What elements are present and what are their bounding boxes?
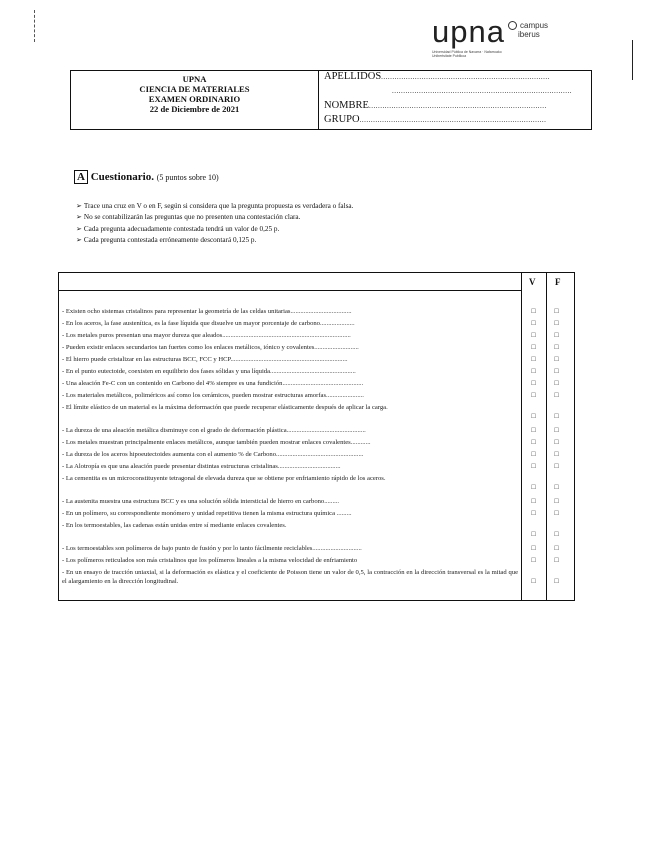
section-name: Cuestionario. <box>90 171 154 183</box>
question-text: - En un polímero, su correspondiente monómero y unidad repetitiva tienen la misma estructura química ......... <box>62 510 352 517</box>
answer-v-checkbox[interactable]: □ <box>531 355 536 363</box>
answer-v-checkbox[interactable]: □ <box>531 412 536 420</box>
answer-v-checkbox[interactable]: □ <box>531 530 536 538</box>
arrow-bullet-icon: ➢ <box>76 202 82 210</box>
answer-f-checkbox[interactable]: □ <box>554 544 559 552</box>
answer-f-checkbox[interactable]: □ <box>554 391 559 399</box>
question-text: - La dureza de los aceros hipoeutectoides aumenta con el aumento % de Carbono..................................................... <box>62 451 364 458</box>
apellidos-field[interactable]: APELLIDOS........................................................................... <box>324 71 550 82</box>
nombre-field[interactable]: NOMBRE............................................................................... <box>324 100 547 111</box>
answer-v-checkbox[interactable]: □ <box>531 379 536 387</box>
answer-v-checkbox[interactable]: □ <box>531 343 536 351</box>
question-text: - La dureza de una aleación metálica disminuye con el grado de deformación plástica................................................ <box>62 427 366 434</box>
course-name: CIENCIA DE MATERIALES <box>139 84 250 94</box>
answer-v-checkbox[interactable]: □ <box>531 331 536 339</box>
header-divider <box>59 290 521 291</box>
question-text: - En los aceros, la fase austenítica, es la fase líquida que disuelve un mayor porcentaje de carbono..................... <box>62 320 355 327</box>
arrow-bullet-icon: ➢ <box>76 236 82 244</box>
answer-v-checkbox[interactable]: □ <box>531 483 536 491</box>
question-text: - Los polímeros reticulados son más cristalinos que los polímeros lineales a la misma velocidad de enfriamiento <box>62 557 358 564</box>
logo-brand: upna <box>432 14 505 49</box>
answer-f-checkbox[interactable]: □ <box>554 462 559 470</box>
logo-subtitle: Universidad Pública de Navarra · Nafarroako Unibertsitate Publikoa <box>432 50 502 58</box>
instruction-item: ➢ Cada pregunta adecuadamente contestada tendrá un valor de 0,25 p. <box>76 225 280 233</box>
question-text: - El hierro puede cristalizar en las estructuras BCC, FCC y HCP....................................................................... <box>62 356 348 363</box>
campus-line-2: iberus <box>518 30 540 40</box>
campus-icon <box>508 21 517 30</box>
answer-v-checkbox[interactable]: □ <box>531 544 536 552</box>
instruction-item: ➢ Cada pregunta contestada erróneamente descontará 0,125 p. <box>76 236 257 244</box>
answer-v-checkbox[interactable]: □ <box>531 462 536 470</box>
exam-date: 22 de Diciembre de 2021 <box>149 104 240 114</box>
answer-v-checkbox[interactable]: □ <box>531 307 536 315</box>
exam-info <box>71 71 319 129</box>
exam-header <box>70 70 592 130</box>
question-text: - Existen ocho sistemas cristalinos para representar la geometría de las celdas unitarias..................................... <box>62 308 352 315</box>
question-text: - En el punto eutectoide, coexisten en equilibrio dos fases sólidas y una líquida.................................................... <box>62 368 356 375</box>
question-text: - Los termoestables son polímeros de bajo punto de fusión y por lo tanto fácilmente reciclables.............................. <box>62 545 362 552</box>
question-text: - Los metales puros presentan una mayor dureza que aleados.............................................................................. <box>62 332 351 339</box>
question-text: - Una aleación Fe-C con un contenido en Carbono del 4% siempre es una fundición................................................. <box>62 380 364 387</box>
answer-f-checkbox[interactable]: □ <box>554 509 559 517</box>
instruction-item: ➢ No se contabilizarán las preguntas que no presenten una contestación clara. <box>76 213 301 221</box>
answer-f-checkbox[interactable]: □ <box>554 412 559 420</box>
answer-v-checkbox[interactable]: □ <box>531 367 536 375</box>
answer-f-checkbox[interactable]: □ <box>554 307 559 315</box>
grupo-label: GRUPO <box>324 114 360 125</box>
question-text: - Los materiales metálicos, poliméricos así como los cerámicos, pueden mostrar estructuras amorfas....................... <box>62 392 364 399</box>
answer-f-checkbox[interactable]: □ <box>554 355 559 363</box>
question-text: - En los termoestables, las cadenas están unidas entre sí mediante enlaces covalentes. <box>62 522 287 529</box>
column-divider <box>521 273 522 600</box>
section-letter: A <box>74 170 88 184</box>
section-points: (5 puntos sobre 10) <box>156 173 219 182</box>
answer-v-checkbox[interactable]: □ <box>531 450 536 458</box>
answer-v-checkbox[interactable]: □ <box>531 391 536 399</box>
page-edge-line <box>632 40 633 80</box>
question-text: - En un ensayo de tracción uniaxial, si la deformación es elástica y el coeficiente de Poisson tiene un valor de 0,5, la contracción en la dirección transversal es la mitad que el alargamiento en la dirección longitudinal. <box>62 569 518 585</box>
answer-v-checkbox[interactable]: □ <box>531 497 536 505</box>
answer-f-checkbox[interactable]: □ <box>554 438 559 446</box>
arrow-bullet-icon: ➢ <box>76 213 82 221</box>
answer-f-checkbox[interactable]: □ <box>554 379 559 387</box>
column-divider <box>546 273 547 600</box>
exam-type: EXAMEN ORDINARIO <box>148 94 241 104</box>
nombre-label: NOMBRE <box>324 100 369 111</box>
campus-iberus-logo <box>508 21 548 39</box>
answer-v-checkbox[interactable]: □ <box>531 577 536 585</box>
answer-v-checkbox[interactable]: □ <box>531 426 536 434</box>
question-text: - Pueden existir enlaces secundarios tan fuertes como los enlaces metálicos, iónico y covalentes........................... <box>62 344 359 351</box>
section-title <box>74 170 219 184</box>
answer-f-checkbox[interactable]: □ <box>554 556 559 564</box>
instruction-item: ➢ Trace una cruz en V o en F, según si considera que la pregunta propuesta es verdadera o falsa. <box>76 202 354 210</box>
question-text: - La cementita es un microconstituyente tetragonal de elevada dureza que se obtiene por enfriamiento rápido de los aceros. <box>62 475 386 482</box>
column-f-header: F <box>555 277 561 287</box>
answer-f-checkbox[interactable]: □ <box>554 530 559 538</box>
answer-f-checkbox[interactable]: □ <box>554 319 559 327</box>
campus-line-1: campus <box>520 21 549 30</box>
grupo-field[interactable]: GRUPO................................................................................... <box>324 114 547 125</box>
answer-f-checkbox[interactable]: □ <box>554 497 559 505</box>
institution: UPNA <box>182 74 207 84</box>
answer-v-checkbox[interactable]: □ <box>531 319 536 327</box>
upna-logo <box>432 14 512 58</box>
answer-f-checkbox[interactable]: □ <box>554 577 559 585</box>
answer-f-checkbox[interactable]: □ <box>554 426 559 434</box>
student-fields <box>320 71 591 129</box>
question-text: - Los metales muestran principalmente enlaces metálicos, aunque también pueden mostrar enlaces covalentes............ <box>62 439 371 446</box>
question-text: - El límite elástico de un material es la máxima deformación que puede recuperar elásticamente después de aplicar la carga. <box>62 404 388 411</box>
answer-v-checkbox[interactable]: □ <box>531 556 536 564</box>
column-v-header: V <box>529 277 536 287</box>
question-text: - La austenita muestra una estructura BCC y es una solución sólida intersticial de hierro en carbono......... <box>62 498 340 505</box>
arrow-bullet-icon: ➢ <box>76 225 82 233</box>
answer-f-checkbox[interactable]: □ <box>554 483 559 491</box>
answer-f-checkbox[interactable]: □ <box>554 367 559 375</box>
answer-v-checkbox[interactable]: □ <box>531 438 536 446</box>
margin-marks <box>34 10 37 42</box>
apellidos-field-line2[interactable]: ................................................................................ <box>392 87 572 95</box>
question-text: - La Alotropía es que una aleación puede presentar distintas estructuras cristalinas...................................... <box>62 463 341 470</box>
apellidos-label: APELLIDOS <box>324 71 382 82</box>
answer-f-checkbox[interactable]: □ <box>554 450 559 458</box>
answer-v-checkbox[interactable]: □ <box>531 509 536 517</box>
answer-f-checkbox[interactable]: □ <box>554 343 559 351</box>
answer-f-checkbox[interactable]: □ <box>554 331 559 339</box>
